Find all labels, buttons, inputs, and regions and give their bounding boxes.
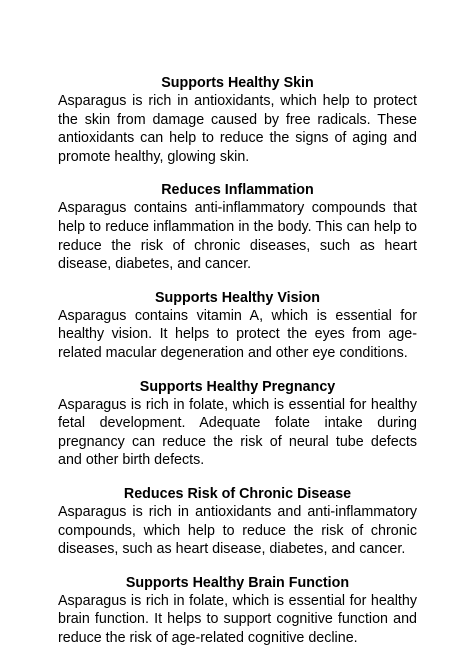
- section-paragraph: Asparagus is rich in antioxidants and anti-inflammatory compounds, which help to reduce the risk of chronic diseases, such as heart disease, diabetes, and cancer.: [58, 503, 417, 558]
- section-paragraph: Asparagus contains anti-inflammatory compounds that help to reduce inflammation in the body. This can help to reduce the risk of chronic diseases, such as heart disease, diabetes, and cancer.: [58, 200, 417, 273]
- section-paragraph: Asparagus is rich in folate, which is essential for healthy fetal development. Adequate folate intake during pregnancy can reduce the risk of neural tube defects and other birth defects.: [58, 396, 417, 469]
- section-heading: Supports Healthy Skin: [161, 75, 314, 91]
- section-healthy-vision: [58, 289, 417, 363]
- section-heading: Supports Healthy Vision: [155, 289, 320, 306]
- section-heading: Supports Healthy Pregnancy: [139, 378, 336, 395]
- section-paragraph: Asparagus is rich in folate, which is essential for healthy brain function. It helps to support cognitive function and reduce the risk of age-related cognitive decline.: [58, 592, 417, 646]
- section-inflammation: [58, 181, 417, 273]
- section-heading: Supports Healthy Brain Function: [125, 574, 350, 591]
- section-paragraph: Asparagus is rich in antioxidants, which help to protect the skin from damage caused by free radicals. These antioxidants can help to reduce the signs of aging and promote healthy, glowing skin.: [58, 93, 417, 165]
- section-brain-function: [58, 574, 417, 648]
- section-paragraph: Asparagus contains vitamin A, which is essential for healthy vision. It helps to protect the eyes from age-related macular degeneration and other eye conditions.: [58, 307, 417, 361]
- section-heading: Reduces Risk of Chronic Disease: [123, 485, 352, 502]
- section-chronic-disease: [58, 485, 417, 559]
- section-healthy-pregnancy: [58, 378, 417, 470]
- document-page: [58, 74, 417, 662]
- section-heading: Reduces Inflammation: [161, 182, 314, 199]
- section-healthy-skin: [58, 74, 417, 166]
